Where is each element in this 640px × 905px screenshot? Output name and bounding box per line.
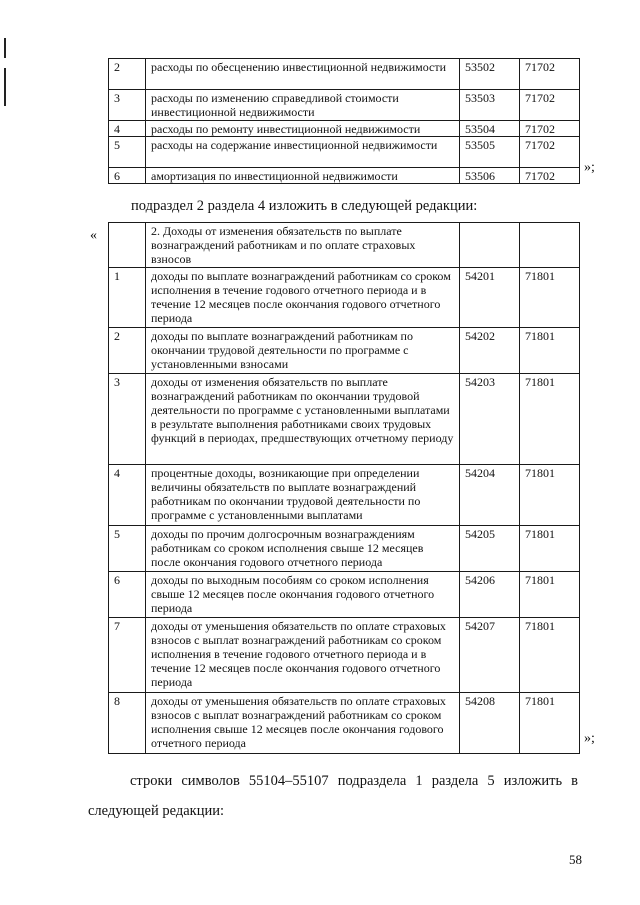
row-code-account: 71702 [520, 168, 580, 184]
row-text: доходы по выплате вознаграждений работникам со сроком исполнения в течение годового отчетного периода и в течение 12 месяцев после окончания годового отчетного периода [146, 268, 460, 328]
row-text: доходы по выплате вознаграждений работникам по окончании трудовой деятельности по программе с установленными взносами [146, 328, 460, 374]
row-code-account: 71801 [520, 374, 580, 465]
table-row [109, 268, 580, 328]
row-code-symbol: 54208 [460, 693, 520, 754]
row-code-account: 71702 [520, 90, 580, 121]
table-row [109, 374, 580, 465]
table-income-employee-benefits [108, 222, 580, 754]
row-number: 5 [109, 526, 146, 572]
row-code-symbol: 53506 [460, 168, 520, 184]
row-number: 3 [109, 374, 146, 465]
row-code-account: 71702 [520, 59, 580, 90]
table-row [109, 526, 580, 572]
table2-opening-quote: « [90, 228, 97, 243]
row-code-account: 71702 [520, 121, 580, 137]
row-number: 2 [109, 328, 146, 374]
table-row [109, 137, 580, 168]
row-code-symbol: 53505 [460, 137, 520, 168]
row-text: доходы от уменьшения обязательств по оплате страховых взносов с выплат вознаграждений работникам со сроком исполнения в течение годового отчетного периода и в течение 12 месяцев после окончания годового отчетного периода [146, 618, 460, 693]
table2-closing-quote: »; [584, 731, 595, 746]
row-number: 2 [109, 59, 146, 90]
row-code-symbol: 53503 [460, 90, 520, 121]
section-header: 2. Доходы от изменения обязательств по выплате вознаграждений работникам и по оплате страховых взносов [146, 223, 460, 268]
row-text: доходы по выходным пособиям со сроком исполнения свыше 12 месяцев после окончания годового отчетного периода [146, 572, 460, 618]
row-code-symbol: 54205 [460, 526, 520, 572]
paragraph-subsection-2: подраздел 2 раздела 4 изложить в следующей редакции: [131, 198, 478, 214]
row-number: 4 [109, 465, 146, 526]
row-text: расходы по ремонту инвестиционной недвижимости [146, 121, 460, 137]
row-code-account: 71801 [520, 572, 580, 618]
table-row [109, 59, 580, 90]
row-code-symbol: 54203 [460, 374, 520, 465]
table-row [109, 121, 580, 137]
row-code-symbol: 54202 [460, 328, 520, 374]
row-number: 6 [109, 572, 146, 618]
row-text: амортизация по инвестиционной недвижимости [146, 168, 460, 184]
row-code-account: 71801 [520, 526, 580, 572]
table-row [109, 618, 580, 693]
row-text: доходы от изменения обязательств по выплате вознаграждений работникам по окончании трудовой деятельности по программе с установленными выплатами в результате выполнения работниками своих трудовых функций в периодах, предшествующих отчетному периоду [146, 374, 460, 465]
table-expenses-investment-property [108, 58, 580, 184]
row-text: расходы по изменению справедливой стоимости инвестиционной недвижимости [146, 90, 460, 121]
row-number: 6 [109, 168, 146, 184]
row-text: расходы на содержание инвестиционной недвижимости [146, 137, 460, 168]
table-header-row [109, 223, 580, 268]
row-code-account: 71702 [520, 137, 580, 168]
paragraph-lines-55104-55107: строки символов 55104–55107 подраздела 1 раздела 5 изложить в следующей редакции: [88, 773, 578, 819]
row-code-symbol: 53502 [460, 59, 520, 90]
row-text: процентные доходы, возникающие при определении величины обязательств по выплате вознаграждений работникам по окончании трудовой деятельности по программе с установленными выплатами [146, 465, 460, 526]
table-row [109, 90, 580, 121]
table-row [109, 328, 580, 374]
table-row [109, 693, 580, 754]
table-row [109, 168, 580, 184]
row-number: 3 [109, 90, 146, 121]
row-code-symbol: 54207 [460, 618, 520, 693]
row-number: 4 [109, 121, 146, 137]
page-number: 58 [569, 852, 582, 867]
row-text: доходы по прочим долгосрочным вознаграждениям работникам со сроком исполнения свыше 12 месяцев после окончания годового отчетного периода [146, 526, 460, 572]
row-text: доходы от уменьшения обязательств по оплате страховых взносов с выплат вознаграждений работникам со сроком исполнения свыше 12 месяцев после окончания годового отчетного периода [146, 693, 460, 754]
row-number: 7 [109, 618, 146, 693]
row-text: расходы по обесценению инвестиционной недвижимости [146, 59, 460, 90]
row-code-account: 71801 [520, 618, 580, 693]
table1-closing-quote: »; [584, 160, 595, 175]
row-code-symbol: 54204 [460, 465, 520, 526]
row-code-account: 71801 [520, 268, 580, 328]
row-code-symbol: 54201 [460, 268, 520, 328]
row-code-symbol: 54206 [460, 572, 520, 618]
row-code-account: 71801 [520, 693, 580, 754]
row-number: 5 [109, 137, 146, 168]
margin-mark-top [4, 38, 6, 58]
row-code-account: 71801 [520, 328, 580, 374]
row-code-symbol: 53504 [460, 121, 520, 137]
row-number: 1 [109, 268, 146, 328]
margin-mark-middle [4, 68, 6, 106]
row-code-account: 71801 [520, 465, 580, 526]
table-row [109, 465, 580, 526]
row-number: 8 [109, 693, 146, 754]
table-row [109, 572, 580, 618]
